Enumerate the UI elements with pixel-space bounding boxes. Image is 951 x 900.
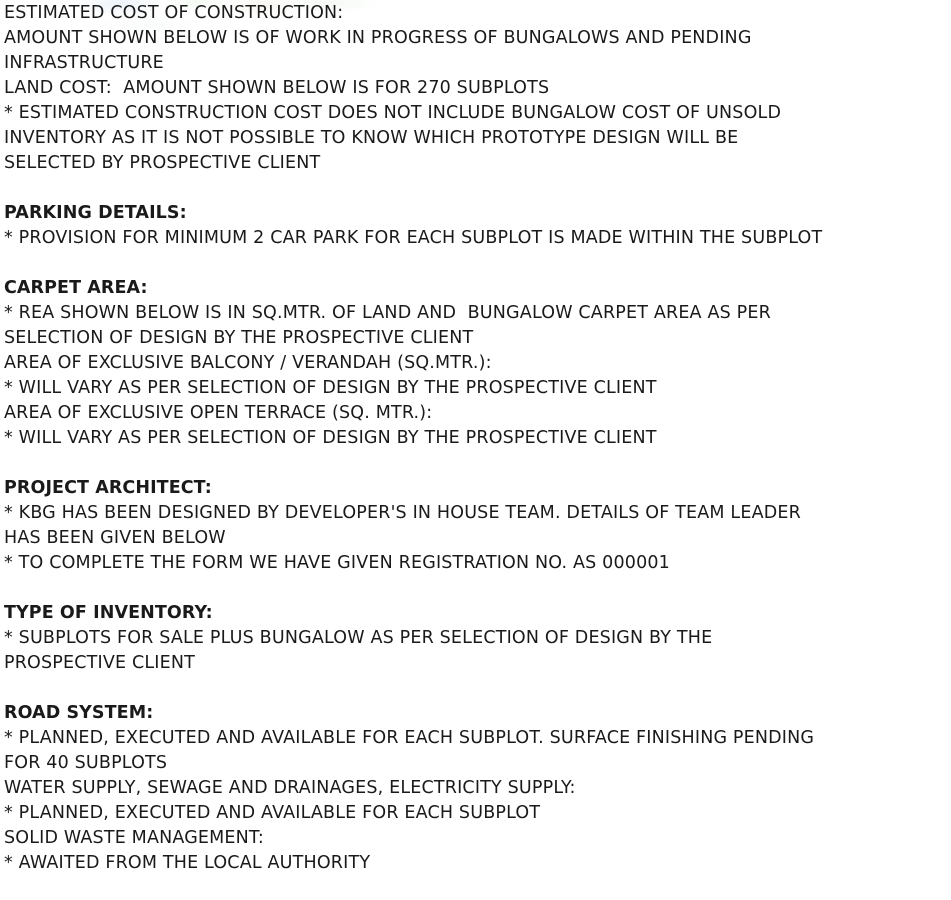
text-line: * REA SHOWN BELOW IS IN SQ.MTR. OF LAND AND BUNGALOW CARPET AREA AS PER	[4, 303, 771, 323]
text-line: INVENTORY AS IT IS NOT POSSIBLE TO KNOW WHICH PROTOTYPE DESIGN WILL BE	[4, 128, 739, 148]
text-line: * PLANNED, EXECUTED AND AVAILABLE FOR EACH SUBPLOT. SURFACE FINISHING PENDING	[4, 728, 815, 748]
text-line: WATER SUPPLY, SEWAGE AND DRAINAGES, ELECTRICITY SUPPLY:	[4, 778, 576, 798]
text-line: * ESTIMATED CONSTRUCTION COST DOES NOT INCLUDE BUNGALOW COST OF UNSOLD	[4, 103, 782, 123]
text-line: AREA OF EXCLUSIVE BALCONY / VERANDAH (SQ.MTR.):	[4, 353, 492, 373]
section-heading: ROAD SYSTEM:	[4, 703, 154, 723]
text-line: * KBG HAS BEEN DESIGNED BY DEVELOPER'S IN HOUSE TEAM. DETAILS OF TEAM LEADER	[4, 503, 801, 523]
blank-line	[4, 676, 951, 701]
text-line: * WILL VARY AS PER SELECTION OF DESIGN BY THE PROSPECTIVE CLIENT	[4, 378, 657, 398]
section-heading: PROJECT ARCHITECT:	[4, 478, 212, 498]
text-line: * WILL VARY AS PER SELECTION OF DESIGN BY THE PROSPECTIVE CLIENT	[4, 428, 657, 448]
text-line: INFRASTRUCTURE	[4, 53, 164, 73]
text-line: AREA OF EXCLUSIVE OPEN TERRACE (SQ. MTR.):	[4, 403, 433, 423]
text-line: * PROVISION FOR MINIMUM 2 CAR PARK FOR EACH SUBPLOT IS MADE WITHIN THE SUBPLOT	[4, 228, 823, 248]
blank-line	[4, 176, 951, 201]
blank-line	[4, 251, 951, 276]
document-text-lines	[4, 1, 951, 876]
text-line: SOLID WASTE MANAGEMENT:	[4, 828, 264, 848]
blank-line	[4, 451, 951, 476]
section-heading: TYPE OF INVENTORY:	[4, 603, 213, 623]
text-line: * PLANNED, EXECUTED AND AVAILABLE FOR EACH SUBPLOT	[4, 803, 541, 823]
text-line: * TO COMPLETE THE FORM WE HAVE GIVEN REGISTRATION NO. AS 000001	[4, 553, 670, 573]
section-heading: CARPET AREA:	[4, 278, 148, 298]
blank-line	[4, 576, 951, 601]
text-line: LAND COST: AMOUNT SHOWN BELOW IS FOR 270 SUBPLOTS	[4, 78, 550, 98]
text-line: * AWAITED FROM THE LOCAL AUTHORITY	[4, 853, 371, 873]
text-line: PROSPECTIVE CLIENT	[4, 653, 195, 673]
text-line: FOR 40 SUBPLOTS	[4, 753, 168, 773]
text-line: AMOUNT SHOWN BELOW IS OF WORK IN PROGRESS OF BUNGALOWS AND PENDING	[4, 28, 752, 48]
text-line: SELECTION OF DESIGN BY THE PROSPECTIVE CLIENT	[4, 328, 474, 348]
text-line: HAS BEEN GIVEN BELOW	[4, 528, 226, 548]
section-heading: PARKING DETAILS:	[4, 203, 187, 223]
text-line: SELECTED BY PROSPECTIVE CLIENT	[4, 153, 321, 173]
text-line: * SUBPLOTS FOR SALE PLUS BUNGALOW AS PER SELECTION OF DESIGN BY THE	[4, 628, 713, 648]
text-line: ESTIMATED COST OF CONSTRUCTION:	[4, 3, 344, 23]
